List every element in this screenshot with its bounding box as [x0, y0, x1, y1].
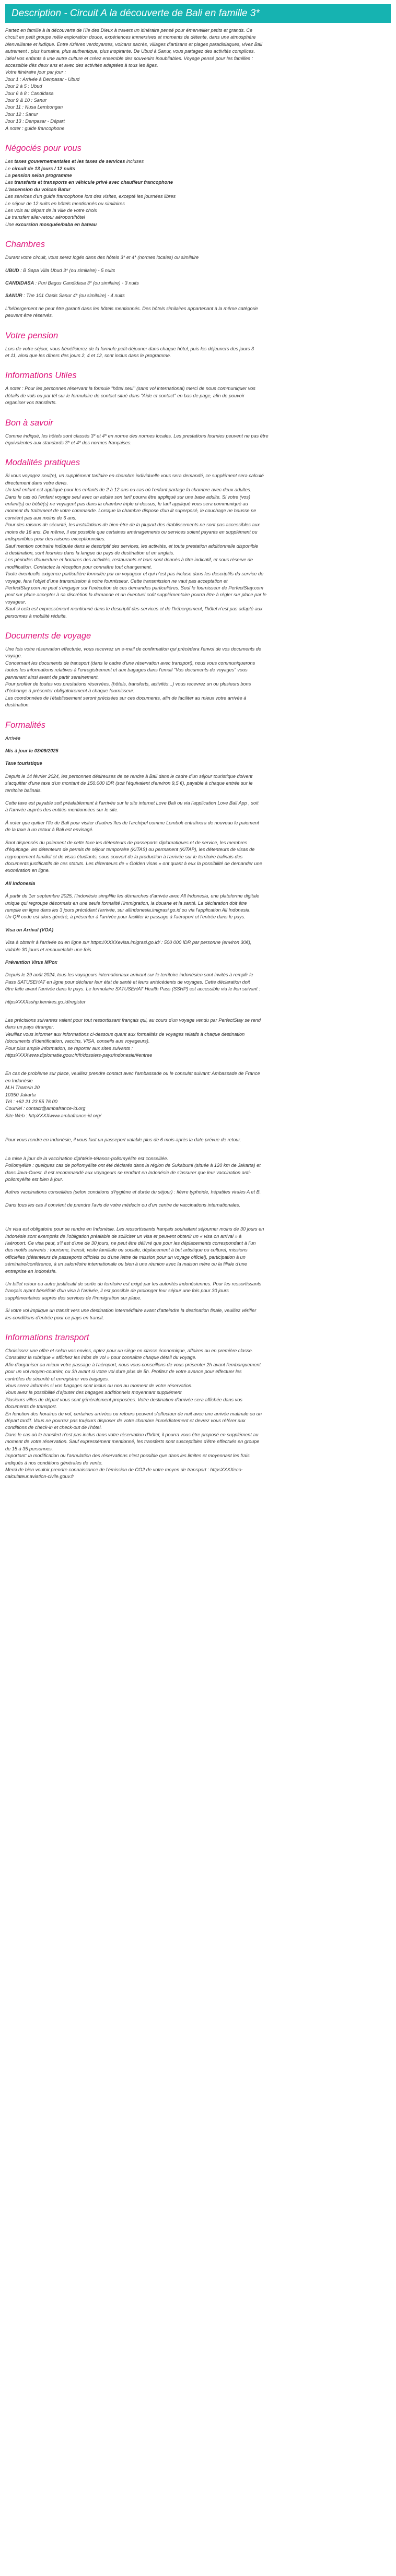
documents-line: d'échange à présenter obligatoirement à chaque fournisseur. [5, 688, 135, 694]
intro-line: Jour 2 à 5 : Ubud [5, 84, 42, 89]
formalites-line: La mise à jour de la vaccination diphtérie-tétanos-poliomyélite est conseillée. [5, 1155, 169, 1161]
spacer [5, 794, 391, 800]
transport-line: Vous serez informés si vos bagages sont inclus ou non au moment de votre réservation. [5, 1383, 193, 1389]
formalites-line: séminaire/conférence, à un salon/foire internationale ou bien à une réunion avec la maison mère ou la filiale d'une [5, 1261, 247, 1267]
modalites-line: directement dans votre devis. [5, 480, 68, 486]
negocies-bold: L'ascension du volcan Batur [5, 186, 71, 192]
spacer [5, 1059, 391, 1065]
negocies-item [5, 214, 391, 221]
transport-line: départ tardif. Vous ne pourrez pas toujours disposer de votre chambre immédiatement et devrez vous référer aux [5, 1418, 246, 1424]
modalites-line: moment du traitement de votre commande. Lorsque la chambre dispose d'un lit superposé, le couchage ne hausse ne [5, 508, 257, 514]
spacer [5, 953, 391, 959]
section-title-bon-a-savoir: Bon à savoir [5, 418, 53, 428]
modalites-line: enfant(s) ou bébé(s) ne voyagent pas dans la chambre triple ci-dessus, le tarif appliqué vous sera communiqué au [5, 501, 248, 507]
infos-block [5, 385, 391, 406]
intro-line: Votre itinéraire jour par jour : [5, 69, 66, 75]
spacer [5, 1183, 391, 1189]
intro-line: Jour 1 : Arrivée à Denpasar - Ubud [5, 76, 80, 82]
transport-line: Dans le cas où le transfert n'est pas inclus dans votre réservation d'hôtel, il pourra vous être proposé en supplément au [5, 1432, 259, 1437]
section-title-documents: Documents de voyage [5, 631, 91, 641]
pension-block [5, 346, 391, 360]
intro-line: Jour 9 & 10 : Sanur [5, 98, 47, 103]
spacer [5, 1302, 391, 1307]
city-label: UBUD [5, 267, 19, 273]
negocies-text: Les [5, 159, 15, 164]
negocies-text: Les vols au départ de la ville de votre choix [5, 207, 97, 213]
negocies-bold: taxes gouvernementales et les taxes de services [14, 159, 125, 164]
formalites-line: Courriel : contact@ambafrance-id.org [5, 1106, 86, 1112]
modalites-line: à destination, sont fournies dans la langue du pays de destination et en anglais. [5, 550, 174, 556]
transport-line: moment de votre réservation. Sauf expressément mentionné, les transferts sont susceptibles d'être effectués en groupe [5, 1439, 260, 1445]
spacer [5, 834, 391, 840]
formalites-line: remplie en ligne dans les 3 jours précédant l'arrivée, sur allindonesia.imigrasi.go.id ou via l'application All Indonesia. [5, 907, 251, 913]
formalites-line: dans Java-Ouest. Il est recommandé aux voyageurs se rendant en Indonésie de s'assurer que leur vaccination anti- [5, 1169, 251, 1175]
documents-line: Les coordonnées de l'établissement seront précisées sur ces documents, afin de faciliter au mieux votre arrivée à [5, 695, 247, 701]
negocies-text: La [5, 172, 12, 178]
modalites-line: modification. Contactez la réception pour connaître tout changement. [5, 564, 152, 570]
modalites-line: PerfectStay.com ne peut s'engager sur l'exécution de ces demandes particulières. Seul le fournisseur de PerfectStay.com [5, 585, 263, 590]
spacer [5, 1011, 391, 1017]
negocies-item [5, 221, 391, 228]
transport-line: indiqués à nos conditions générales de vente. [5, 1460, 103, 1466]
transport-line: Merci de bien vouloir prendre connaissance de l'émission de CO2 de votre moyen de transport : httpsXXXXeco- [5, 1467, 243, 1472]
section-title-pension: Votre pension [5, 330, 59, 340]
spacer [5, 993, 391, 999]
formalites-line: All Indonesia [5, 880, 36, 886]
formalites-line: Cette taxe est payable soit préalablement à l'arrivée sur le site internet Love Bali ou via l'application Love Bali App , soit [5, 800, 259, 806]
modalites-line: peut sur place accepter à sa discrétion la demande et un éventuel coût supplémentaire pourra être à régler sur place par le [5, 592, 266, 598]
documents-line: voyage. [5, 653, 22, 659]
page-title: Description - Circuit A la découverte de Bali en famille 3* [5, 4, 391, 23]
formalites-line: Visa on Arrival (VOA) [5, 927, 54, 932]
negocies-bold: pension selon programme [11, 172, 72, 178]
bon-block [5, 433, 391, 447]
formalites-line: Un billet retour ou autre justificatif de sortie du territoire est exigé par les autorités indonésiennes. Pour les ressortissants [5, 1281, 262, 1286]
formalites-block [5, 735, 391, 1321]
formalites-line: M.H Thamrin 20 [5, 1085, 40, 1091]
formalites-line: À partir du 1er septembre 2025, l'Indonésie simplifie les démarches d'arrivée avec All Indonesia, une plateforme digitale [5, 893, 260, 899]
spacer [5, 1065, 391, 1070]
transport-line: En fonction des horaires de vol, certaines arrivées ou retours peuvent s'effectuer de nuit avec une arrivée matinale ou un [5, 1411, 262, 1416]
formalites-line: exonération en ligne. [5, 868, 50, 873]
modalites-line: voyage, fera l'objet d'une transmission à notre fournisseur. Cette transmission ne vaut pas acceptation et [5, 578, 228, 584]
modalites-line: Les périodes d'ouverture et horaires des activités, restaurants et bars sont donnés à titre indicatif, et sous réserve de [5, 557, 253, 563]
infos-line: organiser vos transferts. [5, 400, 57, 406]
spacer [5, 742, 391, 748]
spacer [5, 754, 391, 760]
intro-block [5, 27, 391, 132]
pension-line: et 11, ainsi que les dîners des jours 2, 4 et 12, sont inclus dans le programme. [5, 353, 171, 358]
formalites-line: Pass SATUSEHAT en ligne pour déclarer leur état de santé et leurs antécédents de voyages. Cette déclaration doit [5, 979, 250, 985]
transport-line: de 15 à 35 personnes. [5, 1446, 53, 1451]
modalites-line: Sauf mention contraire indiquée dans le descriptif des services, les activités, et toute prestation additionnelle disponible [5, 543, 259, 549]
negocies-bold: excursion mosquée/baba en bateau [15, 221, 97, 227]
formalites-line: à l'arrivée auprès des entités mentionnées sur le site. [5, 807, 119, 813]
pension-line: Lors de votre séjour, vous bénéficierez de la formule petit-déjeuner dans chaque hôtel, puis les déjeuners des jours 3 [5, 346, 254, 351]
bon-line: équivalentes aux standards 3* et 4* des normes françaises. [5, 440, 132, 446]
modalites-line: convient pas aux moins de 6 ans. [5, 515, 77, 521]
negocies-bold: circuit de 13 jours / 12 nuits [11, 166, 75, 171]
spacer [5, 1209, 391, 1214]
documents-line: Concernant les documents de transport (dans le cadre d'une réservation avec transport), nous vous communiquerons [5, 660, 255, 666]
formalites-line: Arrivée [5, 735, 21, 741]
negocies-item [5, 193, 391, 200]
modalites-line: voyageur. [5, 599, 27, 605]
modalites-line: Un tarif enfant est appliqué pour les enfants de 2 à 12 ans ou cas où l'enfant partage la chambre avec deux adultes. [5, 487, 252, 493]
formalites-line: Sont dispensés du paiement de cette taxe les détenteurs de passeports diplomatiques et de service, les membres [5, 840, 248, 845]
formalites-line: 10350 Jakarta [5, 1092, 36, 1097]
formalites-line: entreprise en Indonésie. [5, 1268, 57, 1274]
formalites-line: À noter que quitter l'île de Bali pour visiter d'autres îles de l'archipel comme Lombok entraînera de nouveau le paiement [5, 820, 259, 825]
formalites-line: dans un pays étranger. [5, 1024, 54, 1030]
spacer [5, 300, 391, 305]
spacer [5, 1131, 391, 1137]
transport-line: Consultez la rubrique « affichez les infos de vol » pour connaître chaque détail du voyage. [5, 1355, 197, 1361]
intro-line: Jour 6 à 8 : Candidasa [5, 90, 54, 96]
intro-line: Idéal vos enfants à une autre culture et créez ensemble des souvenirs inoubliables. Voyage pensé pour les familles : [5, 55, 253, 61]
page [0, 4, 396, 1481]
spacer [5, 1006, 391, 1011]
negocies-text: Le [5, 166, 12, 171]
documents-line: parvenant ainsi avant de partir sereinement. [5, 674, 99, 680]
spacer [5, 875, 391, 880]
negocies-item [5, 207, 391, 214]
formalites-line: Depuis le 14 février 2024, les personnes désireuses de se rendre à Bali dans le cadre d'un séjour touristique doivent [5, 773, 253, 779]
formalites-line: Poliomyélite : quelques cas de poliomyélite ont été déclarés dans la région de Sukabumi (située à 120 km de Jakarta) et [5, 1163, 261, 1168]
transport-line: calculateur.aviation-civile.gouv.fr [5, 1474, 74, 1480]
formalites-line: Les précisions suivantes valent pour tout ressortissant français qui, au cours d'un voyage vendu par PerfectStay se rend [5, 1018, 261, 1023]
formalites-line: regroupement familial et de visas étudiants, sous couvert de la production à l'arrivée sur le territoire balinais des [5, 854, 243, 859]
formalites-line: Indonésie sont exemptés de l'obligation préalable de solliciter un visa et peuvent obtenir un « visa on arrival » à [5, 1233, 242, 1239]
chambres-line: CANDIDASA : Puri Bagus Candidasa 3* (ou similaire) - 3 nuits [5, 280, 139, 286]
documents-line: toutes les informations relatives à l'enregistrement et aux bagages dans l'email "Vos documents de voyages" vous [5, 667, 248, 673]
spacer [5, 1220, 391, 1226]
formalites-line: territoire balinais. [5, 787, 42, 793]
city-label: SANUR [5, 293, 22, 299]
infos-line: À noter : Pour les personnes réservant la formule "hôtel seul" (sans vol international) merci de nous communiquer vos [5, 386, 255, 392]
transport-line: conditions de check-in et check-out de l'hôtel. [5, 1425, 102, 1431]
formalites-line: Tél : +62 21 23 55 76 00 [5, 1099, 57, 1105]
spacer [5, 1125, 391, 1131]
formalites-line: officielles (détenteurs de passeports officiels ou d'une lettre de mission pour un voyage officiel), participation à un [5, 1254, 246, 1260]
formalites-line: supplémentaires auprès des services de l'immigration sur place. [5, 1295, 142, 1301]
modalites-line: personnes à mobilité réduite. [5, 613, 67, 619]
negocies-item [5, 179, 391, 186]
section-title-modalites: Modalités pratiques [5, 458, 80, 468]
negocies-item [5, 158, 391, 165]
section-title-formalites: Formalités [5, 720, 46, 730]
spacer [5, 1144, 391, 1150]
spacer [5, 1214, 391, 1220]
documents-line: Pour profiter de toutes vos prestations réservées, (hôtels, transferts, activités...) vous recevrez un ou plusieurs bons [5, 681, 251, 687]
spacer [5, 887, 391, 893]
spacer [5, 274, 391, 280]
formalites-line: Un visa est obligatoire pour se rendre en Indonésie. Les ressortissants français souhaitant séjourner moins de 30 jours en [5, 1226, 264, 1232]
spacer [5, 921, 391, 927]
transport-line: Vous avez la possibilité d'ajouter des bagages additionnels moyennant supplément [5, 1390, 182, 1396]
section-title-infos: Informations Utiles [5, 371, 77, 381]
formalites-line: Autres vaccinations conseillées (selon conditions d'hygiène et durée du séjour) : fièvre typhoïde, hépatites virales A et B. [5, 1189, 261, 1195]
modalites-line: moins de 16 ans. De même, il est possible que certaines aménagements ou services soient payants en supplément ou [5, 529, 258, 535]
negocies-text: Les [5, 180, 15, 185]
spacer [5, 1150, 391, 1155]
negocies-text: Le séjour de 12 nuits en hôtels mentionnés ou similaires [5, 200, 125, 206]
formalites-line: en Indonésie [5, 1078, 33, 1083]
transport-line: Plusieurs villes de départ vous sont généralement proposées. Votre destination d'arrivée sera affichée dans vos [5, 1397, 242, 1402]
spacer [5, 814, 391, 820]
section-title-transport: Informations transport [5, 1333, 89, 1342]
formalites-line: Veuillez vous informer aux informations ci-dessous quant aux formalités de voyages relatifs à chaque destination [5, 1031, 245, 1037]
spacer [5, 933, 391, 939]
spacer [5, 1196, 391, 1202]
formalites-line: httpsXXXXwww.diplomatie.gouv.fr/fr/dossiers-pays/indonesie/#entree [5, 1053, 153, 1058]
documents-block [5, 646, 391, 709]
intro-line: circuit en petit groupe mêle exploration douce, expériences immersives et moments de détente, dans une atmosphère [5, 34, 256, 40]
negocies-bold: transferts et transports en véhicule privé avec chauffeur francophone [14, 180, 173, 185]
formalites-line: Si votre vol implique un transit vers une destination intermédiaire avant d'atteindre la destination finale, veuillez vérifier [5, 1308, 257, 1314]
section-title-negocies: Négociés pour vous [5, 144, 81, 153]
chambres-line: peuvent être réservés. [5, 313, 53, 318]
negocies-item [5, 186, 391, 193]
spacer [5, 767, 391, 773]
modalites-line: Dans le cas où l'enfant voyage seul avec un adulte son tarif pourra être appliqué sur une base adulte. Si votre (vos) [5, 494, 251, 500]
bon-line: Comme indiqué, les hôtels sont classés 3* et 4* en norme des normes locales. Les prestations fournies peuvent ne pas être [5, 433, 269, 439]
infos-line: détails de vols ou par tél sur le formulaire de contact situé dans "Aide et contact" en bas de page, afin de pouvoir [5, 393, 245, 398]
transport-line: Choisissez une offre et selon vos envies, optez pour un siège en classe économique, affaires ou en première classe. [5, 1348, 253, 1353]
negocies-list [5, 158, 391, 228]
negocies-text: Le transfert aller-retour aéroport/hôtel [5, 215, 85, 220]
formalites-line: d'équipage, les détenteurs de permis de séjour temporaire (KITAS) ou permanent (KITAP), les détenteurs de visas de [5, 847, 255, 853]
intro-line: À noter : guide francophone [5, 125, 65, 131]
formalites-line: httpsXXXXsshp.kemkes.go.id/register [5, 999, 86, 1005]
formalites-line: Depuis le 29 août 2024, tous les voyageurs internationaux arrivant sur le territoire indonésien sont invités à remplir le [5, 972, 253, 978]
transport-line: Afin d'organiser au mieux votre passage à l'aéroport, nous vous conseillons de vous présenter 2h avant l'embarquement [5, 1362, 261, 1367]
intro-line: Partez en famille à la découverte de l'île des Dieux à travers un itinéraire pensé pour émerveiller petits et grands. Ce [5, 28, 253, 33]
modalites-line: indisponibles pour des raisons exceptionnelles. [5, 536, 106, 542]
chambres-line: UBUD : B Sapa Villa Ubud 3* (ou similaire) - 5 nuits [5, 267, 115, 273]
formalites-line: Prévention Virus MPox [5, 959, 57, 965]
formalites-line: En cas de problème sur place, veuillez prendre contact avec l'ambassade ou le consulat suivant: Ambassade de France [5, 1071, 260, 1077]
formalites-line: l'aéroport. Ce visa peut, s'il est d'une de 30 jours, ne peut être délivré que pour les déplacements correspondant à l'un [5, 1240, 256, 1246]
documents-line: destination. [5, 702, 30, 708]
chambres-line: SANUR : The 101 Oasis Sanur 4* (ou similaire) - 4 nuits [5, 293, 125, 299]
chambres-block [5, 254, 391, 319]
formalites-line: Un QR code est alors généré, à présenter à l'arrivée pour faciliter le passage à l'aéroport et l'entrée dans le pays. [5, 914, 246, 920]
chambres-line: Durant votre circuit, vous serez logés dans des hôtels 3* et 4* (normes locales) ou similaire [5, 255, 199, 261]
formalites-line: documents justificatifs de ces statuts. Les détenteurs de « Golden visas » ont quant à eux la possibilité de demander une [5, 860, 262, 866]
negocies-item [5, 166, 391, 172]
spacer [5, 966, 391, 972]
formalites-line: Pour plus ample information, se reporter aux sites suivants : [5, 1045, 133, 1051]
intro-line: Jour 12 : Sanur [5, 111, 38, 117]
formalites-line: être faite avant l'arrivée dans le pays. Le formulaire SATUSEHAT Health Pass (SSHP) est accessible via le lien suivant : [5, 986, 261, 992]
formalites-line: Visa à obtenir à l'arrivée ou en ligne sur https://XXXXevisa.imigrasi.go.id/ : 500 000 IDR par personne (environ 30€), [5, 940, 252, 946]
modalites-line: Toute éventuelle exigence particulière formulée par un voyageur et qui n'est pas incluse dans les descriptifs du service de [5, 571, 264, 577]
spacer [5, 1275, 391, 1281]
formalites-line: Taxe touristique [5, 761, 42, 766]
transport-line: Important: la modification ou l'annulation des réservations n'est possible que dans les limites et moyennant les frais [5, 1453, 250, 1459]
documents-line: Une fois votre réservation effectuée, vous recevrez un e-mail de confirmation qui précèdera l'envoi de vos documents de [5, 646, 261, 652]
formalites-line: Dans tous les cas il convient de prendre l'avis de votre médecin ou d'un centre de vaccinations internationales. [5, 1202, 240, 1208]
formalites-line: Site Web : httpXXXXwww.ambafrance-id.org/ [5, 1113, 101, 1118]
negocies-item [5, 172, 391, 179]
negocies-text: incluses [125, 159, 144, 164]
city-label: CANDIDASA [5, 280, 34, 286]
transport-line: contrôles de sécurité et enregistrer vos bagages. [5, 1376, 109, 1381]
formalites-line: des motifs suivants : tourisme, transit, visite familiale ou sociale, déplacement à but artistique ou culturel, missions [5, 1247, 248, 1253]
spacer [5, 1119, 391, 1125]
modalites-line: Pour des raisons de sécurité, les installations de bien-être de la plupart des établissements ne sont pas accessibles aux [5, 522, 260, 528]
negocies-item [5, 200, 391, 207]
formalites-line: s'acquitter d'une taxe d'un montant de 150.000 IDR (soit l'équivalent d'environ 9,5 €), payable à chaque entrée sur le [5, 781, 253, 786]
formalites-line: unique qui regroupe désormais en une seule formalité l'immigration, la douane et la santé. La déclaration doit être [5, 900, 247, 906]
formalites-line: poliomyélite est bien à jour. [5, 1176, 63, 1182]
chambres-line: L'hébergement ne peut être garanti dans les hôtels mentionnés. Des hôtels similaires appartenant à la même catégorie [5, 305, 258, 311]
formalites-line: Mis à jour le 03/09/2025 [5, 748, 59, 754]
intro-line: Jour 11 : Nusa Lembongan [5, 104, 63, 110]
spacer [5, 287, 391, 292]
transport-line: documents de transport. [5, 1404, 57, 1410]
spacer [5, 262, 391, 267]
negocies-text: Une [5, 221, 16, 227]
formalites-line: français ayant bénéficié d'un visa à l'arrivée, il est possible de prolonger leur séjour une fois pour 30 jours [5, 1288, 229, 1294]
modalites-line: Si vous voyagez seul(e), un supplément tarifaire en chambre individuelle vous sera demandé, ce supplément sera calculé [5, 473, 264, 479]
formalites-line: valable 30 jours et renouvelable une fois. [5, 947, 93, 952]
section-title-chambres: Chambres [5, 240, 45, 250]
transport-block [5, 1348, 391, 1481]
formalites-line: Pour vous rendre en Indonésie, il vous faut un passeport valable plus de 6 mois après la date prévue de retour. [5, 1137, 241, 1143]
formalites-line: de la taxe à un retour à Bali est envisagé. [5, 827, 94, 833]
transport-line: pour un vol moyen-courrier, ou 3h avant si votre vol dure plus de 5h. Profitez de votre avance pour effectuer les [5, 1369, 242, 1375]
intro-line: accessible dès deux ans et avec des activités adaptées à tous les âges. [5, 63, 158, 68]
intro-line: bienveillante et ludique. Entre rizières verdoyantes, volcans sacrés, villages d'artisans et plages paradisiaques, vivez Bali [5, 41, 263, 47]
modalites-block [5, 472, 391, 620]
modalites-line: Sauf si cela est expressément mentionné dans le descriptif des services et de l'hébergement, l'hôtel n'est pas adapté aux [5, 606, 263, 612]
intro-line: autrement : plus humaine, plus authentique, plus inspirante. De Ubud à Sanur, vous partagez des activités complices. [5, 49, 255, 54]
formalites-line: les conditions d'entrée pour ce pays en transit. [5, 1315, 104, 1320]
formalites-line: (documents d'identification, vaccins, VISA, conseils aux voyageurs). [5, 1038, 150, 1044]
intro-line: Jour 13 : Denpasar - Départ [5, 119, 65, 124]
negocies-text: Les services d'un guide francophone lors des visites, excepté les journées libres [5, 194, 176, 199]
